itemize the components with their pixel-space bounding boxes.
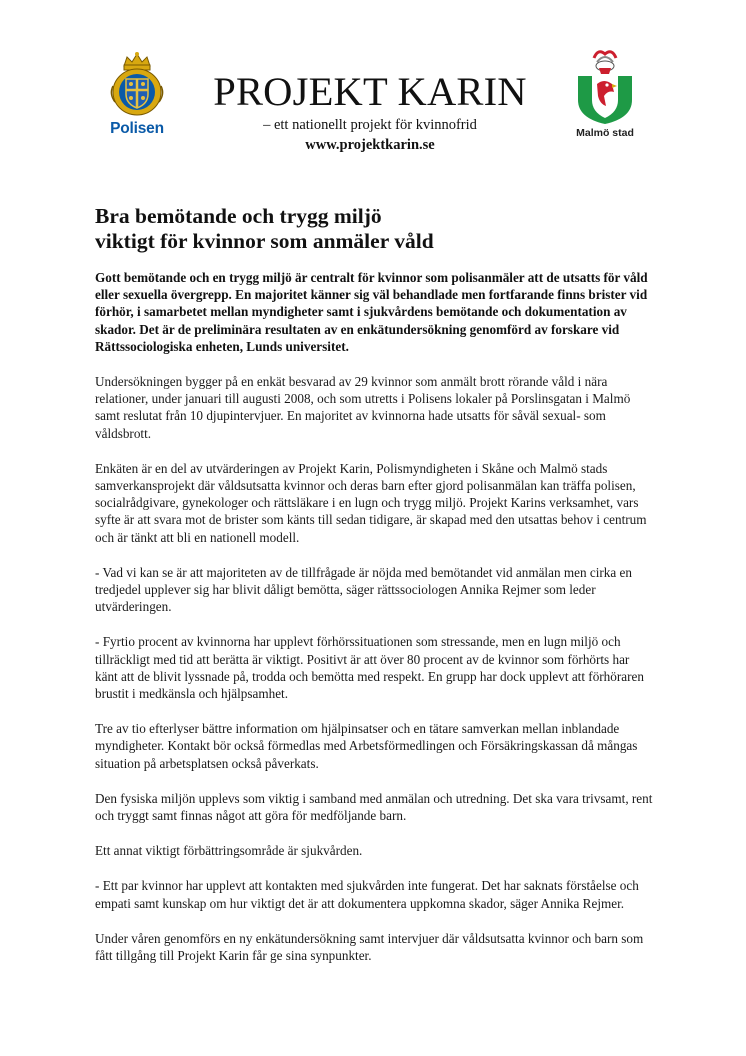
- polisen-label: Polisen: [110, 120, 164, 137]
- body-paragraph: - Fyrtio procent av kvinnorna har upplevt förhörssituationen som stressande, men en lugn miljö och tillräckligt med tid att berätta är viktigt. Positivt är att över 80 procent av de kvinnor som förhörts har känt att de blivit lyssnade på, trodda och bemötta med respekt. En grupp har dock upplevt att förhöraren brustit i medkänsla och hjälpsamhet.: [95, 634, 644, 702]
- article-headline: [95, 204, 655, 254]
- project-website-link[interactable]: www.projektkarin.se: [305, 137, 435, 153]
- body-paragraph: Ett annat viktigt förbättringsområde är sjukvården.: [95, 843, 363, 859]
- project-subtitle: – ett nationellt projekt för kvinnofrid: [263, 117, 477, 133]
- document-header: [0, 0, 746, 170]
- body-paragraph: Den fysiska miljön upplevs som viktig i samband med anmälan och utredning. Det ska vara trivsamt, rent och tryggt samt finnas något att göra för medföljande barn.: [95, 790, 653, 824]
- body-paragraph: Tre av tio efterlyser bättre information om hjälpinsatser och en tätare samverkan mellan inblandade myndigheter. Kontakt bör också förmedlas med Arbetsförmedlingen och Försäkringskassan då mångas situation på arbetsplatsen också påverkats.: [95, 721, 638, 771]
- malmo-stad-label: Malmö stad: [576, 127, 634, 139]
- polisen-logo: [104, 50, 170, 140]
- police-crest-icon: [104, 50, 170, 120]
- project-title: PROJEKT KARIN: [213, 69, 527, 114]
- body-paragraph: - Ett par kvinnor har upplevt att kontakten med sjukvården inte fungerat. Det har saknats förståelse och empati samt kunskap om hur viktigt det är att dokumentera uppkomna skador, säger Annika Rejmer.: [95, 878, 639, 911]
- malmo-crest-icon: [570, 48, 640, 126]
- body-paragraph: Enkäten är en del av utvärderingen av Projekt Karin, Polismyndigheten i Skåne och Malmö stads samverkansprojekt där våldsutsatta kvinnor och deras barn efter gjord polisanmälan kan träffa polisen, socialrådgivare, gynekologer och rättsläkare i en lugn och trygg miljö. Projekt Karins verksamhet, vars syfte är att svara mot de brister som känts till sedan tidigare, är skapad med den utsattas behov i centrum och är tänkt att bli en nationell modell.: [95, 460, 647, 545]
- headline-line-2: viktigt för kvinnor som anmäler våld: [95, 229, 434, 253]
- body-paragraph: Undersökningen bygger på en enkät besvarad av 29 kvinnor som anmält brott rörande våld i nära relationer, under januari till augusti 2008, och som utretts i Polisens lokaler på Porslinsgatan i Malmö samt reslutat från 10 djupintervjuer. En majoritet av kvinnorna hade utsatts för såväl sexual- som våldsbrott.: [95, 374, 631, 441]
- body-paragraph: - Vad vi kan se är att majoriteten av de tillfrågade är nöjda med bemötandet vid anmälan men cirka en tredjedel upplever sig har blivit dåligt bemötta, säger rättssociologen Annika Rejmer som leder utvärderingen.: [95, 564, 632, 615]
- body-paragraph: Under våren genomförs en ny enkätundersökning samt intervjuer där våldsutsatta kvinnor och barn som fått tillgång till Projekt Karin får ge sina synpunkter.: [95, 930, 644, 964]
- article-body: [95, 373, 655, 964]
- malmo-stad-logo: [570, 48, 640, 143]
- press-release-article: [95, 204, 655, 982]
- headline-line-1: Bra bemötande och trygg miljö: [95, 204, 382, 228]
- article-lead: Gott bemötande och en trygg miljö är centralt för kvinnor som polisanmäler att de utsatts för våld eller sexuella övergrepp. En majoritet känner sig väl behandlade men fortfarande finns brister vid förhör, i samarbetet mellan myndigheter samt i sjukvårdens bemötande och dokumentation av skador. Det är de preliminära resultaten av en enkätundersökning genomförd av forskare vid Rättssociologiska enheten, Lunds universitet.: [95, 270, 648, 354]
